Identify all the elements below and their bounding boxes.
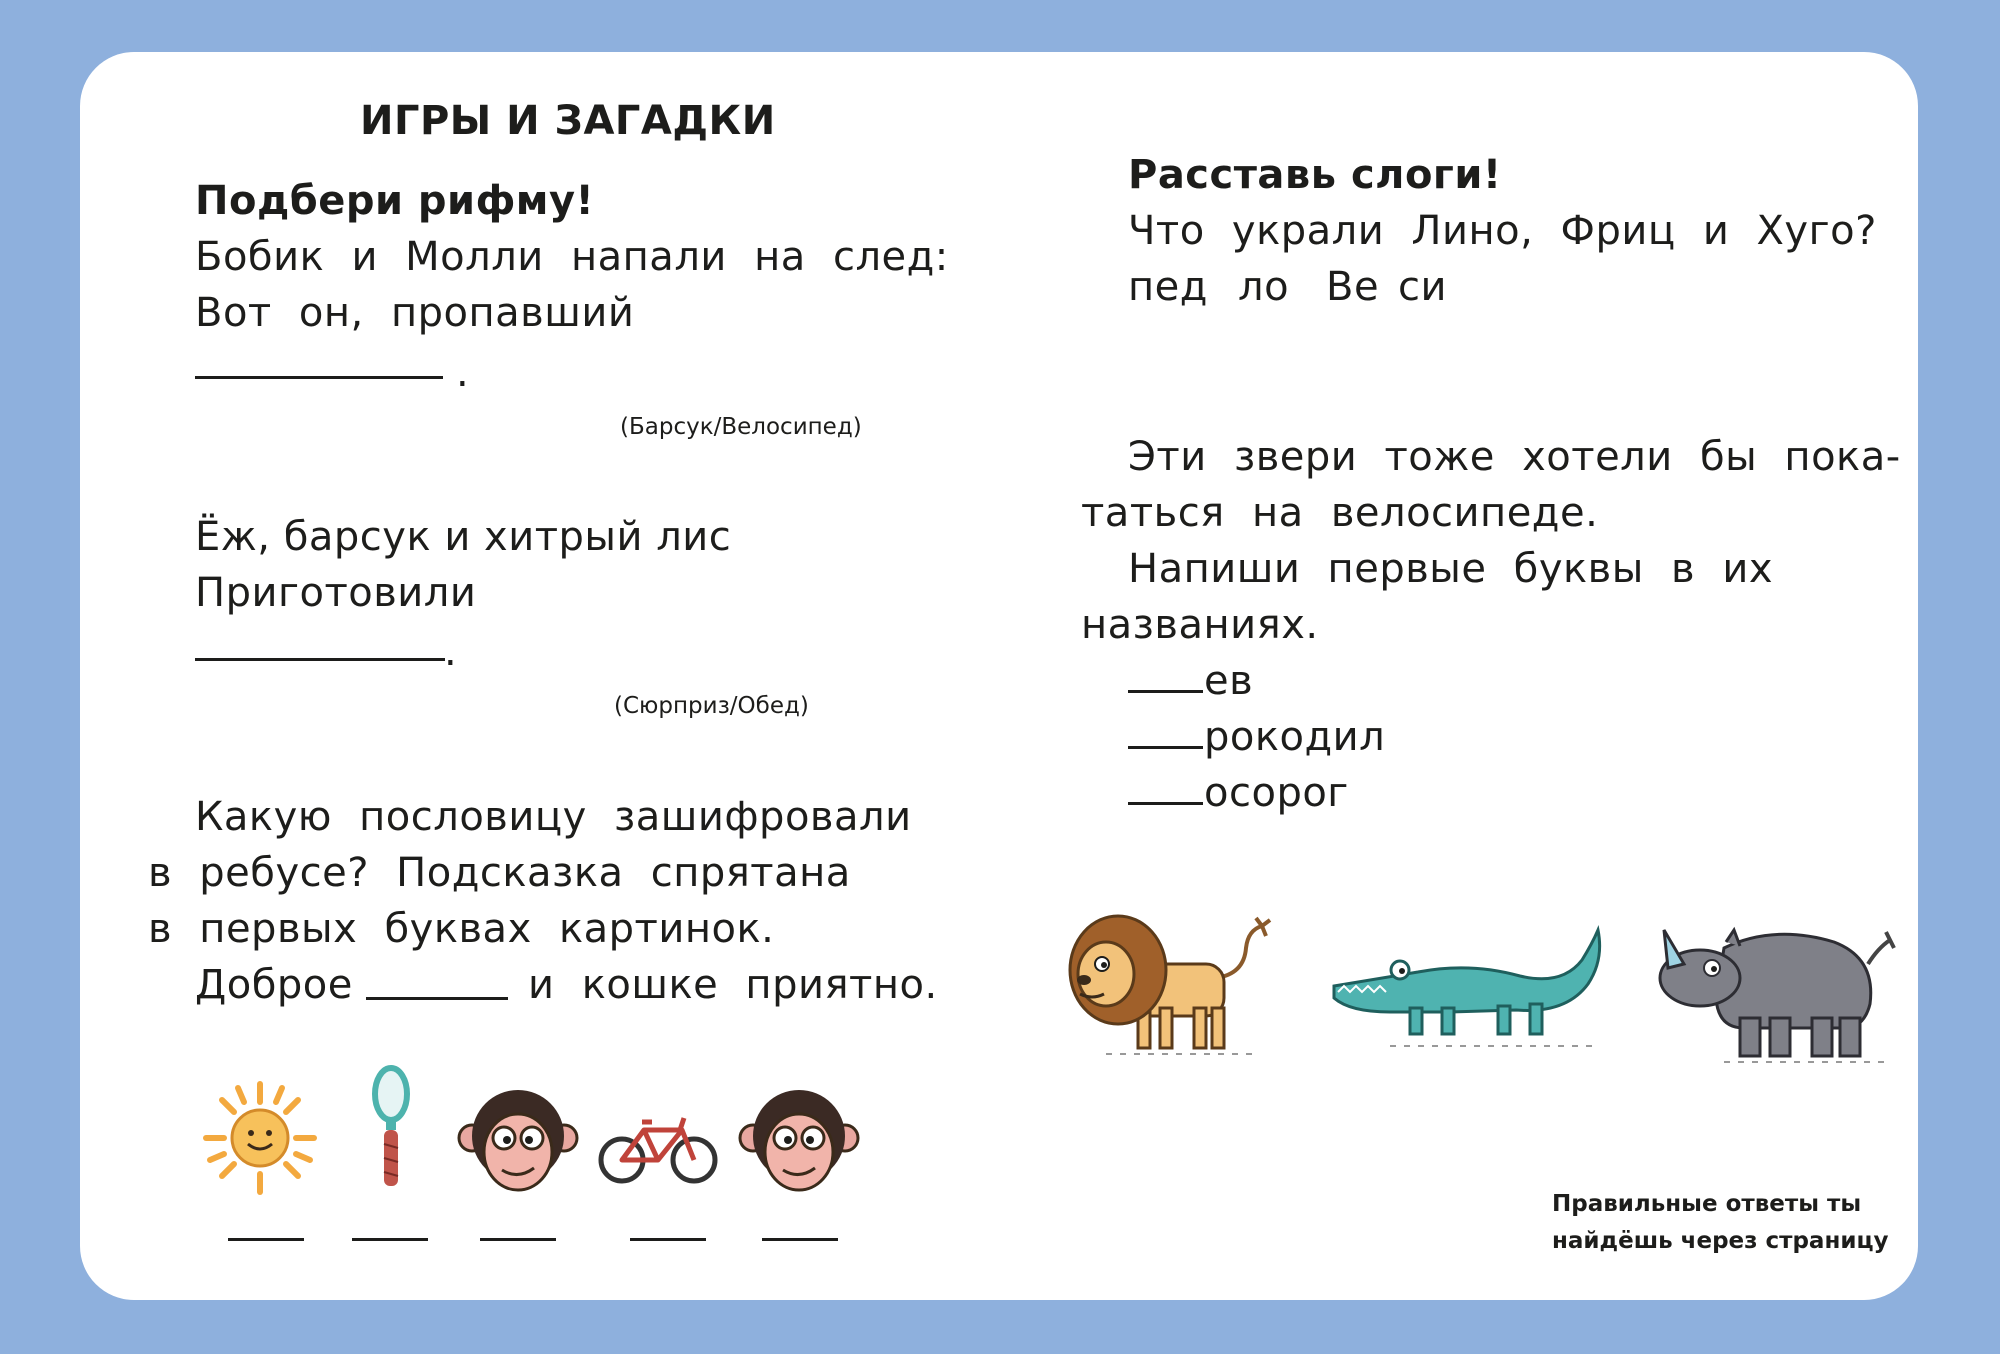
crocodile-icon [1330,920,1614,1060]
rhyme1-line2: Вот он, пропавший [195,290,635,336]
rebus-line3: в первых буквах картинок. [148,906,775,952]
rhyme2-hint: (Сюрприз/Обед) [614,693,809,719]
letter-blank-lion[interactable] [1128,690,1203,693]
animals-line1: Эти звери тоже хотели бы пока- [1128,434,1901,480]
letter-blank-crocodile[interactable] [1128,746,1203,749]
page-title: ИГРЫ И ЗАГАДКИ [360,98,776,144]
answers-footnote [1552,1186,1889,1260]
syllable: пед [1128,264,1208,310]
rebus-line4-start: Доброе [195,962,353,1008]
rebus-line4-end: и кошке приятно. [528,962,938,1008]
rebus-line1: Какую пословицу зашифровали [195,794,912,840]
monkey-icon [458,1086,578,1194]
monkey-icon [739,1086,859,1194]
rebus-letter-blank[interactable] [762,1238,838,1241]
syllable: ло [1238,264,1290,310]
syllable: си [1398,264,1447,310]
footnote-line2: найдёшь через страницу [1552,1228,1889,1254]
rhyme1-hint: (Барсук/Велосипед) [620,414,862,440]
sun-icon [200,1078,320,1198]
syllable: Ве [1326,264,1380,310]
rhyme1-answer-blank[interactable] [195,376,443,379]
footnote-line1: Правильные ответы ты [1552,1191,1862,1217]
animals-line4: названиях. [1081,602,1319,648]
rhyme2-period: . [444,629,458,675]
syllables-heading: Расставь слоги! [1128,152,1502,198]
animals-line2: таться на велосипеде. [1081,490,1599,536]
rhyme2-line1: Ёж, барсук и хитрый лис [195,514,732,560]
rebus-answer-blank[interactable] [366,997,508,1000]
rhyme1-line1: Бобик и Молли напали на след: [195,234,949,280]
rebus-letter-blank[interactable] [630,1238,706,1241]
rhyme-heading: Подбери рифму! [195,178,595,224]
rebus-letter-blank[interactable] [228,1238,304,1241]
letter-blank-rhino[interactable] [1128,802,1203,805]
rhyme2-answer-blank[interactable] [195,658,445,661]
lion-icon [1066,908,1280,1058]
syllables-question: Что украли Лино, Фриц и Хуго? [1128,208,1877,254]
rebus-letter-blank[interactable] [480,1238,556,1241]
animals-line3: Напиши первые буквы в их [1128,546,1774,592]
rhyme2-line2: Приготовили [195,570,477,616]
bicycle-icon [598,1108,718,1186]
rebus-line2: в ребусе? Подсказка спрятана [148,850,851,896]
magnifying-glass-icon [366,1064,416,1190]
rhinoceros-icon [1654,918,1894,1066]
rhyme1-period: . [456,350,470,396]
word-ending-rhino: осорог [1204,770,1349,816]
word-ending-crocodile: рокодил [1204,714,1386,760]
word-ending-lion: ев [1204,658,1254,704]
rebus-letter-blank[interactable] [352,1238,428,1241]
